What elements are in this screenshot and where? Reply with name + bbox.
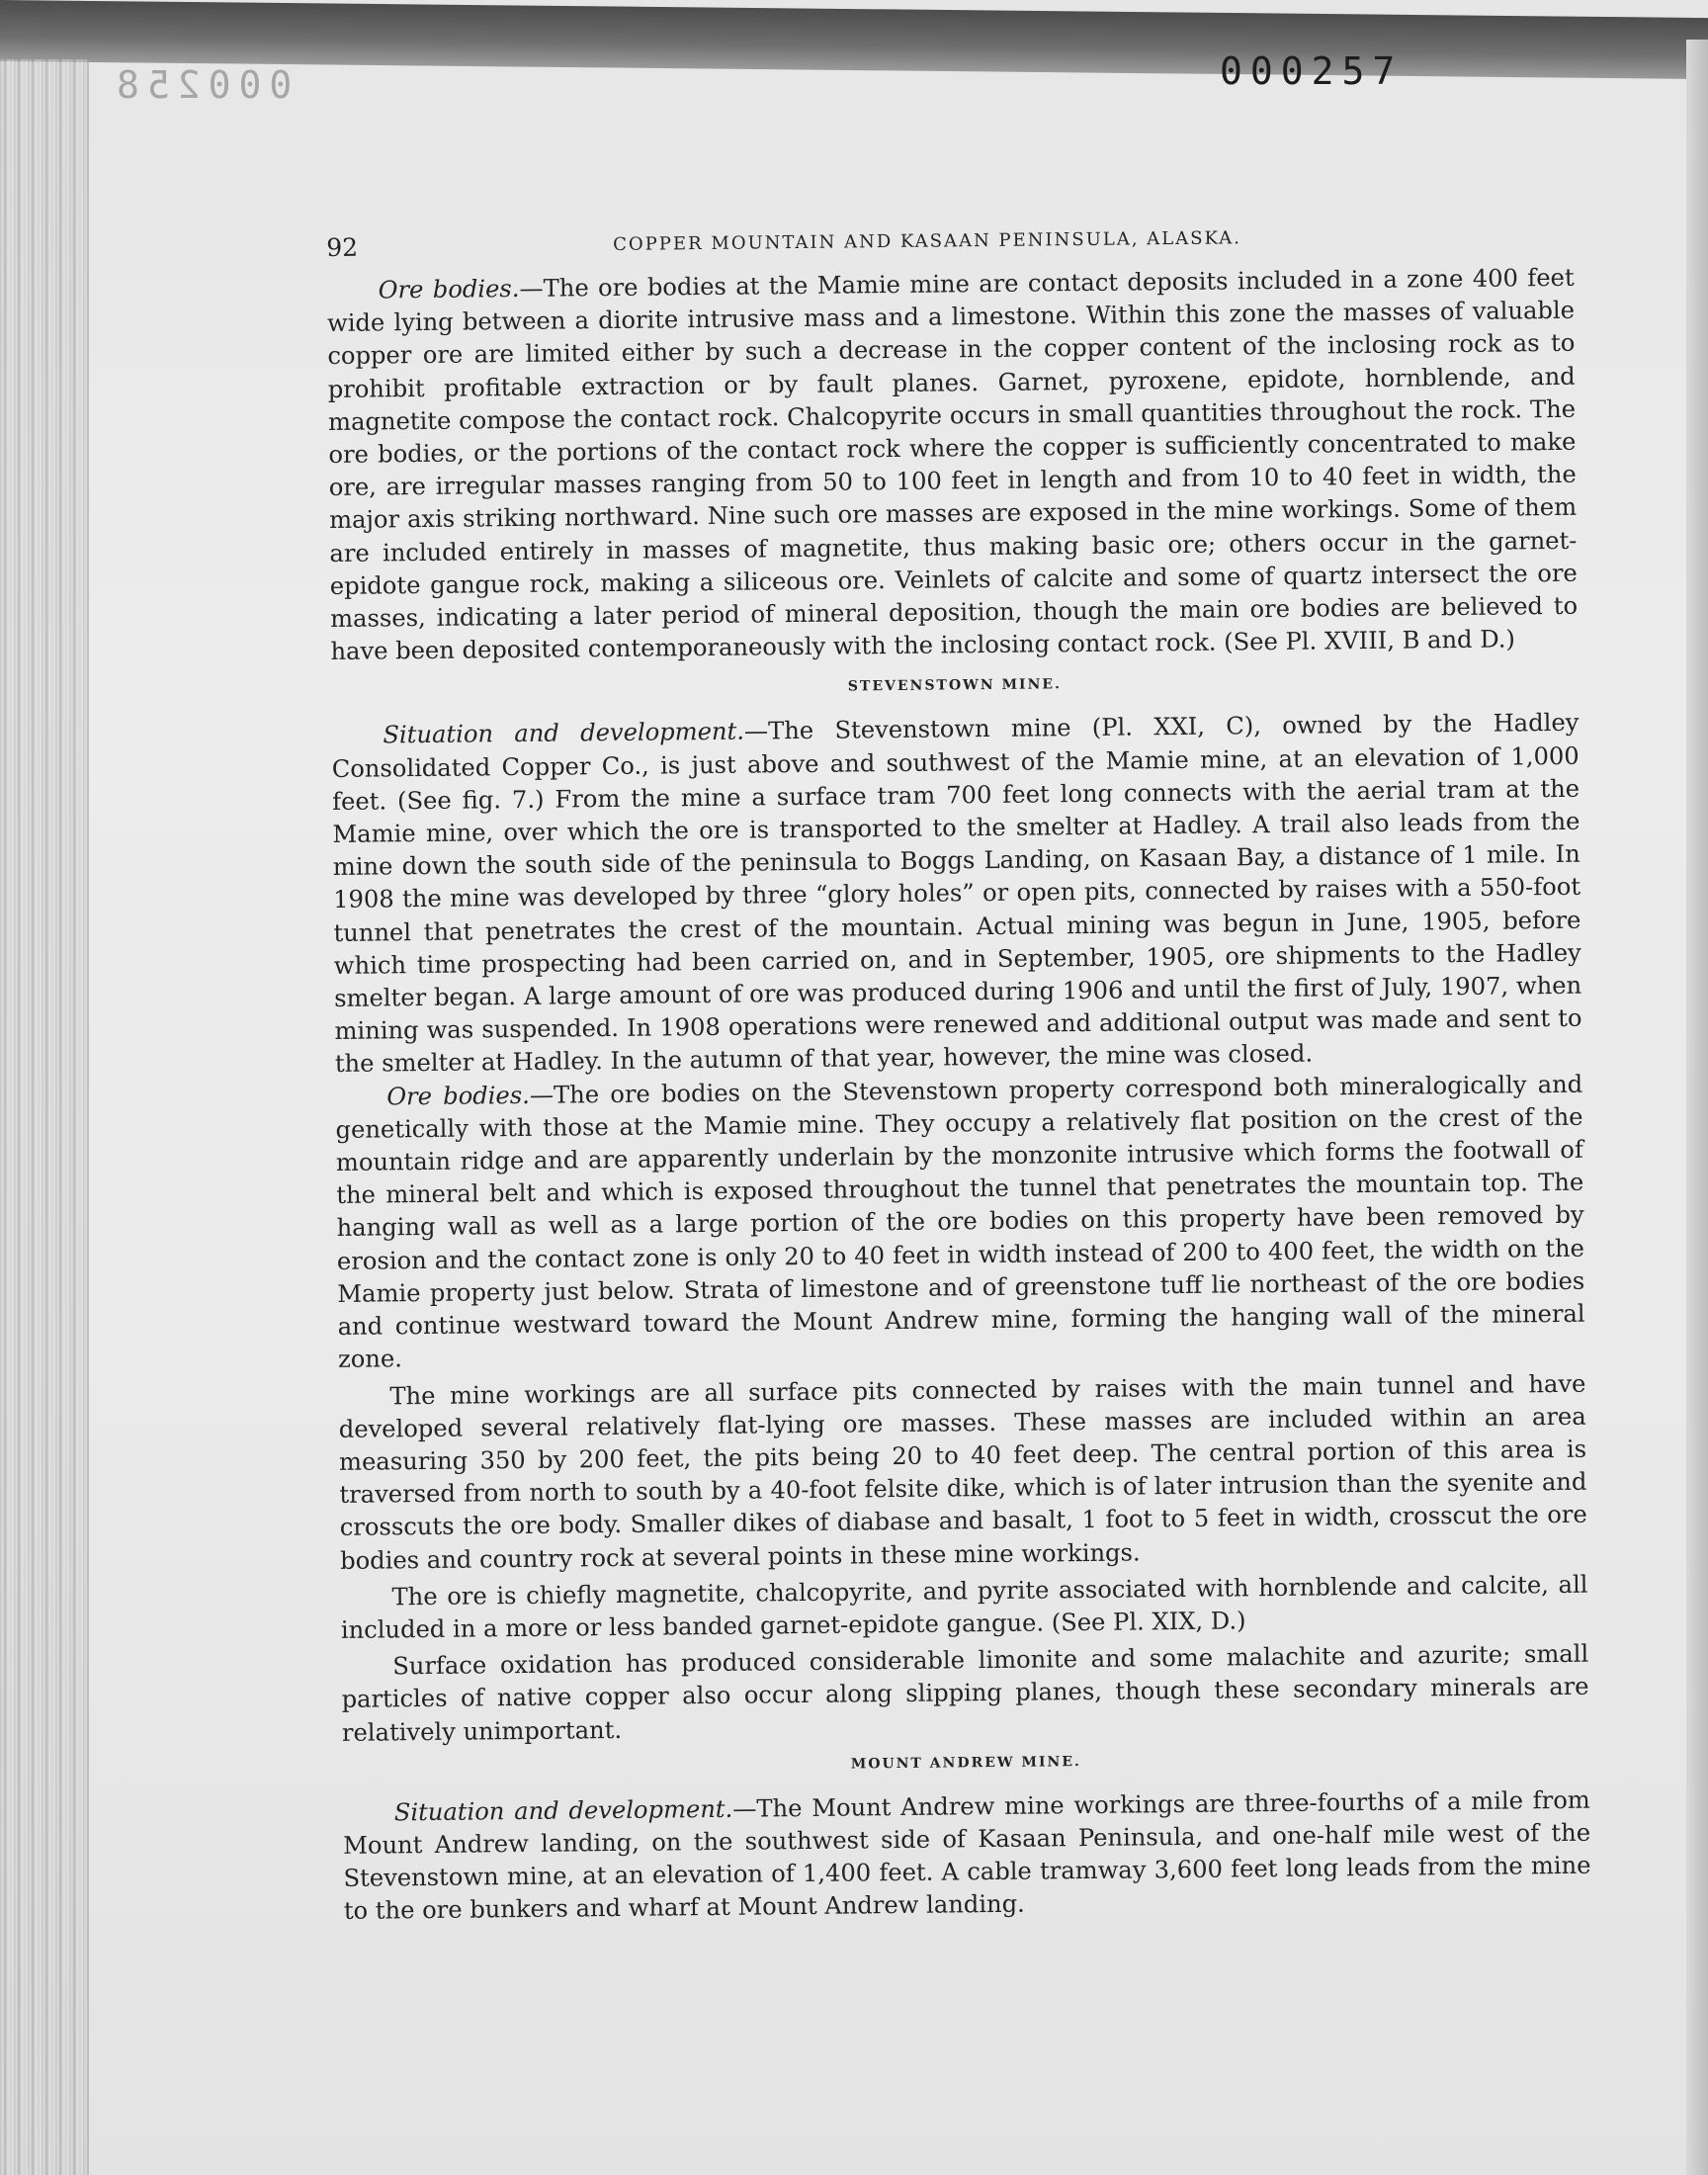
page-content [326,213,1591,1929]
paragraph-lead: Ore bodies. [386,1081,531,1111]
paragraph-lead: Ore bodies. [378,274,520,304]
paragraph-lead: Situation and development. [393,1794,733,1827]
paragraph-text: —The ore bodies on the Stevenstown property correspond both mineralogically and genetically with those at the Mamie mine. They occupy a relatively flat position on the crest of the mountain ridge and are apparently underlain by the monzonite intrusive which forms the footwall of the mineral belt and which is exposed throughout the tunnel that penetrates the mountain top. The hanging wall as well as a large portion of the ore bodies on this property have been removed by erosion and the contact zone is only 20 to 40 feet in width instead of 200 to 400 feet, the width on the Mamie property just below. Strata of limestone and of greenstone tuff lie northeast of the ore bodies and continue westward toward the Mount Andrew mine, forming the hanging wall of the mineral zone. [335,1070,1585,1374]
section-heading-stevenstown: STEVENSTOWN MINE. [847,676,1063,695]
bleed-through-stamp: 000258 [109,63,293,107]
paragraph-stevenstown-ore-bodies [335,1068,1585,1376]
page-number: 92 [326,232,359,262]
binding-edge-noise [0,59,89,2175]
paragraph-text: —The ore bodies at the Mamie mine are contact deposits included in a zone 400 feet wide lying between a diorite intrusive mass and a limestone. Within this zone the masses of valuable copper ore are limited either by such a decrease in the copper content of the inclosing rock as to prohibit profitable extraction or by fault planes. Garnet, pyroxene, epidote, hornblende, and magnetite compose the contact rock. Chalcopyrite occurs in small quantities throughout the rock. The ore bodies, or the portions of the contact rock where the copper is sufficiently concentrated to make ore, are irregular masses ranging from 50 to 100 feet in length and from 10 to 40 feet in width, the major axis striking northward. Nine such ore masses are exposed in the mine workings. Some of them are included entirely in masses of magnetite, thus making basic ore; others occur in the garnet-epidote gangue rock, making a siliceous ore. Veinlets of calcite and some of quartz intersect the ore masses, indicating a later period of mineral deposition, though the main ore bodies are believed to have been deposited contemporaneously with the inclosing contact rock. (See Pl. XVIII, B and D.) [326,263,1579,666]
section-heading-mount-andrew: MOUNT ANDREW MINE. [850,1753,1081,1773]
paragraph-stevenstown-minerals: The ore is chiefly magnetite, chalcopyrite, and pyrite associated with hornblende and calcite, all included in a more or less banded garnet-epidote gangue. (See Pl. XIX, D.) [340,1570,1588,1644]
page-right-edge [1686,40,1708,2175]
running-title: COPPER MOUNTAIN AND KASAAN PENINSULA, ALASKA. [613,227,1242,255]
paragraph-stevenstown-workings: The mine workings are all surface pits connected by raises with the main tunnel and have developed several relatively flat-lying ore masses. These masses are included within an area measuring 350 by 200 feet, the pits being 20 to 40 feet deep. The central portion of this area is traversed from north to south by a 40-foot felsite dike, which is of later intrusion than the syenite and crosscuts the ore body. Smaller dikes of diabase and basalt, 1 foot to 5 feet in width, crosscut the ore bodies and country rock at several points in these mine workings. [338,1369,1587,1575]
paragraph-mount-andrew-situation [343,1784,1591,1928]
running-head [326,213,1574,265]
paragraph-mamie-ore-bodies [327,262,1579,669]
paragraph-stevenstown-oxidation: Surface oxidation has produced considerable limonite and some malachite and azurite; small particles of native copper also occur along slipping planes, though these secondary minerals are relatively unimportant. [341,1639,1589,1747]
paragraph-text: —The Stevenstown mine (Pl. XXI, C), owned by the Hadley Consolidated Copper Co., is just above and southwest of the Mamie mine, at an elevation of 1,000 feet. (See fig. 7.) From the mine a surface tram 700 feet long connects with the aerial tram at the Mamie mine, over which the ore is transported to the smelter at Hadley. A trail also leads from the mine down the south side of the peninsula to Boggs Landing, on Kasaan Bay, a distance of 1 mile. In 1908 the mine was developed by three “glory holes” or open pits, connected by raises with a 550-foot tunnel that penetrates the crest of the mountain. Actual mining was begun in June, 1905, before which time prospecting had been carried on, and in September, 1905, ore shipments to the Hadley smelter began. A large amount of ore was produced during 1906 and until the first of July, 1907, when mining was suspended. In 1908 operations were renewed and additional output was made and sent to the smelter at Hadley. In the autumn of that year, however, the mine was closed. [331,709,1582,1079]
paragraph-text: —The Mount Andrew mine workings are three-fourths of a mile from Mount Andrew landing, on the southwest side of Kasaan Peninsula, and one-half mile west of the Stevenstown mine, at an elevation of 1,400 feet. A cable tramway 3,600 feet long leads from the mine to the ore bunkers and wharf at Mount Andrew landing. [343,1785,1591,1926]
page-id-stamp: 000257 [1220,49,1404,93]
paragraph-stevenstown-situation [331,707,1582,1081]
paragraph-lead: Situation and development. [383,718,745,749]
